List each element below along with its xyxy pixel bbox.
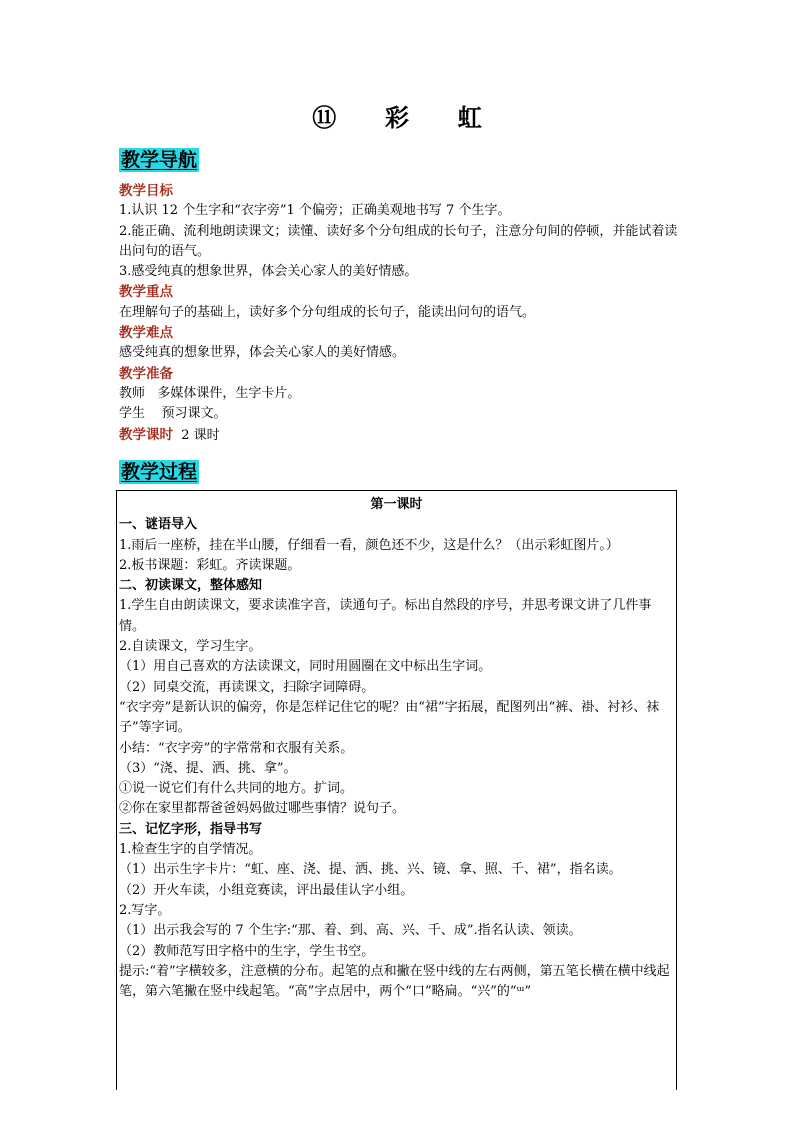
process-line: 2.写字。	[119, 902, 171, 918]
key-points-text: 在理解句子的基础上，读好多个分句组成的长句子，能读出问句的语气。	[119, 304, 536, 320]
process-line: 小结：“衣字旁”的字常常和衣服有关系。	[119, 740, 354, 756]
process-line: 二、初读课文，整体感知	[119, 578, 263, 594]
title-char-2: 虹	[457, 103, 482, 132]
lesson-number: ⑪	[312, 103, 337, 132]
process-line: （1）出示生字卡片：“虹、座、浇、提、洒、挑、兴、镜、拿、照、千、裙”，指名读。	[119, 862, 622, 878]
process-line: 三、记忆字形，指导书写	[119, 821, 263, 837]
teaching-navigation	[119, 181, 679, 446]
process-line: 1.学生自由朗读课文，要求读准字音，读通句子。标出自然段的序号，并思考课文讲了几件事情。	[119, 598, 652, 634]
process-lines	[119, 515, 674, 1002]
process-line: （1）出示我会写的 7 个生字:“那、着、到、高、兴、千、成”.指名认读、领读。	[119, 923, 582, 939]
preparation-heading: 教学准备	[119, 365, 173, 382]
key-points-heading: 教学重点	[119, 284, 173, 301]
objective-item: 3.感受纯真的想象世界，体会关心家人的美好情感。	[119, 264, 418, 280]
objectives-list	[119, 201, 679, 282]
process-line: 提示:“着”字横较多，注意横的分布。起笔的点和撇在竖中线的左右两侧，第五笔长横在横中线起笔，第六笔撇在竖中线起笔。“高”字点居中，两个“口”略扁。“兴”的“ᵚ”	[119, 963, 670, 1000]
process-table	[116, 490, 677, 1090]
objective-item: 1.认识 12 个生字和“衣字旁”1 个偏旁；正确美观地书写 7 个生字。	[119, 203, 511, 219]
title-char-1: 彩	[385, 103, 409, 132]
lesson-title	[0, 101, 794, 135]
process-line: 1.雨后一座桥，挂在半山腰，仔细看一看，颜色还不少，这是什么？（出示彩虹图片。）	[119, 537, 619, 553]
process-line: 2.板书课题：彩虹。齐读课题。	[119, 557, 301, 573]
section-heading-process: 教学过程	[121, 461, 198, 483]
process-line: （2）同桌交流，再读课文，扫除字词障碍。	[119, 679, 375, 695]
objectives-heading: 教学目标	[119, 183, 173, 199]
process-line: （2）教师范写田字格中的生字，学生书空。	[119, 943, 375, 959]
process-line: （2）开火车读，小组竞赛读，评出最佳认字小组。	[119, 882, 414, 898]
process-line: 1.检查生字的自学情况。	[119, 842, 262, 858]
process-line: “衣字旁”是新认识的偏旁，你是怎样记住它的呢？由“裙”字拓展，配图列出“裤、褂、衬衫、袜子”等字词。	[119, 699, 660, 736]
preparation-student: 学生 预习课文。	[119, 406, 227, 422]
process-line: （3）“浇、提、洒、挑、拿”。	[119, 760, 297, 776]
process-line: 一、谜语导入	[119, 517, 198, 533]
process-line: 2.自读课文，学习生字。	[119, 639, 262, 655]
process-line: ①说一说它们有什么共同的地方。扩词。	[119, 781, 354, 797]
process-line: ②你在家里都帮爸爸妈妈做过哪些事情？说句子。	[119, 801, 406, 817]
difficulties-text: 感受纯真的想象世界，体会关心家人的美好情感。	[119, 345, 406, 361]
process-line: （1）用自己喜欢的方法读课文，同时用圆圈在文中标出生字词。	[119, 659, 492, 675]
lesson-period-title: 第一课时	[370, 497, 423, 512]
preparation-teacher: 教师 多媒体课件，生字卡片。	[119, 385, 301, 401]
difficulties-heading: 教学难点	[119, 325, 173, 342]
section-heading-navigation: 教学导航	[121, 149, 198, 171]
hours-value: 2 课时	[173, 427, 220, 443]
hours-heading: 教学课时	[119, 426, 173, 443]
objective-item: 2.能正确、流利地朗读课文；读懂、读好多个分句组成的长句子，注意分句间的停顿，并能试着读出问句的语气。	[119, 223, 678, 259]
hours-line	[119, 425, 679, 446]
